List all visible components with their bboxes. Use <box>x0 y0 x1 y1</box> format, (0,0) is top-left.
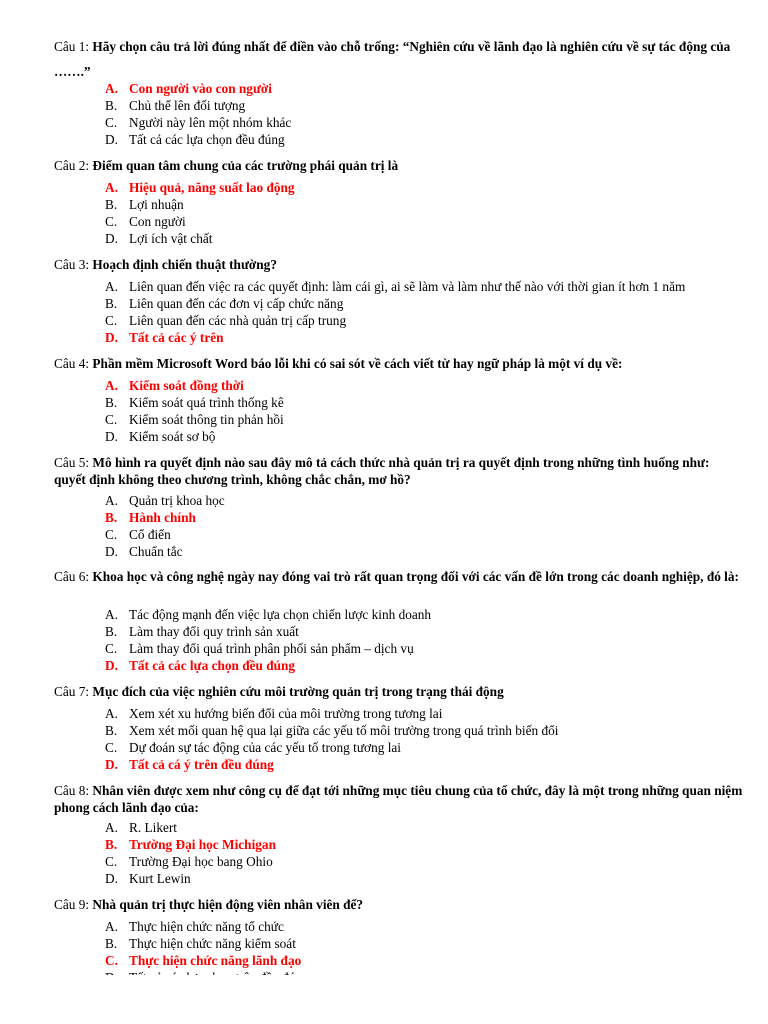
options-7 <box>105 705 745 773</box>
question-6 <box>54 568 744 585</box>
option-c: C. Kiểm soát thông tin phản hồi <box>105 412 284 427</box>
question-5 <box>54 454 744 488</box>
option-d: D. Tất cả các lựa chọn đều đúng <box>105 132 285 147</box>
option-c: C. Người này lên một nhóm khác <box>105 115 292 130</box>
question-3 <box>54 256 744 273</box>
option-b: B. Xem xét mối quan hệ qua lại giữa các yếu tố môi trường trong quá trình biến đổi <box>105 723 559 738</box>
options-6 <box>105 606 745 674</box>
option-d: D. Tất cả các lựa chọn đều đúng <box>105 658 296 673</box>
option-d: D. Kurt Lewin <box>105 871 191 886</box>
option-b: B. Hành chính <box>105 510 196 525</box>
option-a: A. Kiểm soát đồng thời <box>105 378 244 393</box>
page-bottom-margin <box>0 975 768 1024</box>
option-d: D. Tất cả cá ý trên đều đúng <box>105 757 274 772</box>
question-number: Câu 5: <box>54 455 90 470</box>
question-8 <box>54 782 744 816</box>
option-d: D. Lợi ích vật chất <box>105 231 213 246</box>
question-text: Phần mềm Microsoft Word báo lỗi khi có sai sót về cách viết từ hay ngữ pháp là một ví dụ về: <box>92 356 623 371</box>
option-d: D. Kiểm soát sơ bộ <box>105 429 216 444</box>
question-number: Câu 2: <box>54 158 90 173</box>
option-b: B. Liên quan đến các đơn vị cấp chức năng <box>105 296 344 311</box>
question-number: Câu 9: <box>54 897 90 912</box>
question-2 <box>54 157 744 174</box>
option-c: C. Làm thay đổi quá trình phân phối sản phẩm – dịch vụ <box>105 641 414 656</box>
question-text: Mô hình ra quyết định nào sau đây mô tả cách thức nhà quản trị ra quyết định trong những tình huống như: quyết định không theo chương trình, không chắc chắn, mơ hồ? <box>54 455 710 487</box>
question-4 <box>54 355 744 372</box>
option-a: A. R. Likert <box>105 820 178 835</box>
question-text: Khoa học và công nghệ ngày nay đóng vai trò rất quan trọng đối với các vấn đề lớn trong các doanh nghiệp, đó là: <box>92 569 739 584</box>
question-number: Câu 6: <box>54 569 90 584</box>
question-number: Câu 3: <box>54 257 90 272</box>
question-text: Mục đích của việc nghiên cứu môi trường quản trị trong trạng thái động <box>92 684 504 699</box>
option-b: B. Lợi nhuận <box>105 197 184 212</box>
option-b: B. Kiểm soát quá trình thống kê <box>105 395 284 410</box>
option-c: C. Liên quan đến các nhà quản trị cấp trung <box>105 313 347 328</box>
option-c: C. Dự đoán sự tác động của các yếu tố trong tương lai <box>105 740 401 755</box>
question-text: Điểm quan tâm chung của các trường phái quản trị là <box>92 158 399 173</box>
option-c: C. Con người <box>105 214 186 229</box>
question-text: Nhân viên được xem như công cụ để đạt tới những mục tiêu chung của tổ chức, đây là một trong những quan niệm phong cách lãnh đạo của: <box>54 783 743 815</box>
option-c: C. Cổ điển <box>105 527 171 542</box>
question-number: Câu 8: <box>54 783 90 798</box>
question-9 <box>54 896 744 913</box>
option-a: A. Quản trị khoa học <box>105 493 225 508</box>
option-a: A. Xem xét xu hướng biến đổi của môi trường trong tương lai <box>105 706 443 721</box>
option-c: C. Thực hiện chức năng lãnh đạo <box>105 953 302 968</box>
options-2 <box>105 179 745 247</box>
option-d: D. Chuẩn tắc <box>105 544 183 559</box>
options-3 <box>105 278 745 346</box>
option-b: B. Trường Đại học Michigan <box>105 837 276 852</box>
options-5 <box>105 492 745 560</box>
option-d: D. Tất cả các ý trên <box>105 330 224 345</box>
option-b: B. Làm thay đổi quy trình sản xuất <box>105 624 299 639</box>
option-a: A. Thực hiện chức năng tổ chức <box>105 919 284 934</box>
options-8 <box>105 819 745 887</box>
question-7 <box>54 683 744 700</box>
option-b: B. Chủ thể lên đối tượng <box>105 98 246 113</box>
option-a: A. Con người vào con người <box>105 81 272 96</box>
question-text: Hoạch định chiến thuật thường? <box>92 257 277 272</box>
question-1 <box>54 34 744 84</box>
option-a: A. Hiệu quả, năng suất lao động <box>105 180 295 195</box>
question-number: Câu 7: <box>54 684 90 699</box>
option-a: A. Liên quan đến việc ra các quyết định: làm cái gì, ai sẽ làm và làm như thế nào với thời gian ít hơn 1 năm <box>105 279 686 294</box>
question-number: Câu 4: <box>54 356 90 371</box>
question-text: Nhà quản trị thực hiện động viên nhân viên để? <box>92 897 364 912</box>
options-1 <box>105 80 745 148</box>
option-c: C. Trường Đại học bang Ohio <box>105 854 273 869</box>
question-text: Hãy chọn câu trả lời đúng nhất để điền vào chỗ trống: “Nghiên cứu về lãnh đạo là nghiên cứu về sự tác động của …….” <box>54 39 731 79</box>
option-a: A. Tác động mạnh đến việc lựa chọn chiến lược kinh doanh <box>105 607 432 622</box>
options-4 <box>105 377 745 445</box>
question-number: Câu 1: <box>54 39 90 54</box>
option-b: B. Thực hiện chức năng kiểm soát <box>105 936 296 951</box>
